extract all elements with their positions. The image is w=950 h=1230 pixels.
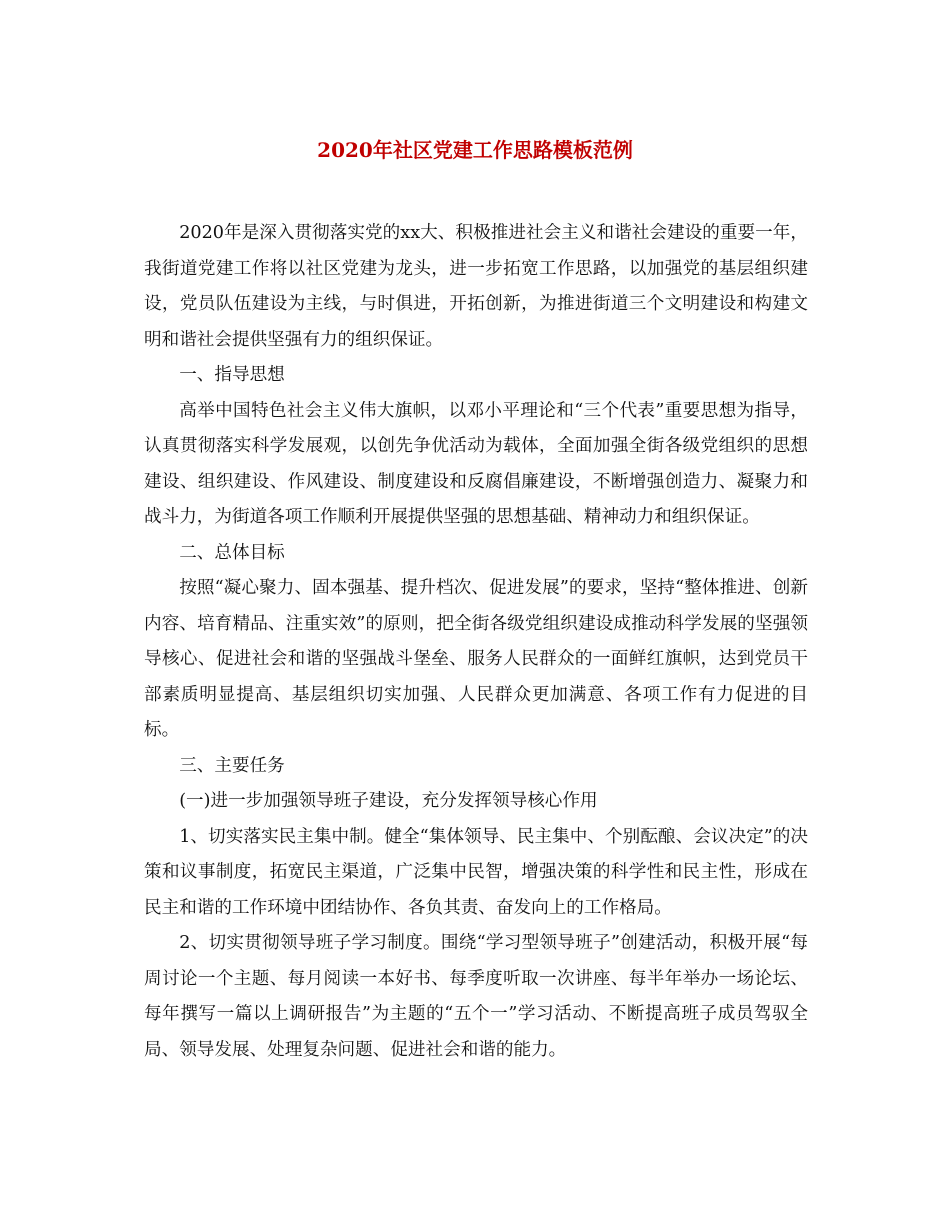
document-title: 2020年社区党建工作思路模板范例 [317,138,633,162]
paragraph-task-2: 2、切实贯彻领导班子学习制度。围绕“学习型领导班子”创建活动，积极开展“每周讨论一个主题、每月阅读一本好书、每季度听取一次讲座、每半年举办一场论坛、每年撰写一篇以上调研报告”为主题的“五个一”学习活动、不断提高班子成员驾驭全局、领导发展、处理复杂问题、促进社会和谐的能力。 [144,933,808,1060]
subsection-heading-leadership: (一)进一步加强领导班子建设，充分发挥领导核心作用 [179,791,598,811]
paragraph-overall-goal: 按照“凝心聚力、固本强基、提升档次、促进发展”的要求，坚持“整体推进、创新内容、培育精品、注重实效”的原则，把全街各级党组织建设成推动科学发展的坚强领导核心、促进社会和谐的坚强战斗堡垒、服务人民群众的一面鲜红旗帜，达到党员干部素质明显提高、基层组织切实加强、人民群众更加满意、各项工作有力促进的目标。 [144,578,808,740]
paragraph-guiding-thought: 高举中国特色社会主义伟大旗帜，以邓小平理论和“三个代表”重要思想为指导，认真贯彻落实科学发展观，以创先争优活动为载体，全面加强全街各级党组织的思想建设、组织建设、作风建设、制度建设和反腐倡廉建设，不断增强创造力、凝聚力和战斗力，为街道各项工作顺利开展提供坚强的思想基础、精神动力和组织保证。 [144,400,808,527]
paragraph-intro: 2020年是深入贯彻落实党的xx大、积极推进社会主义和谐社会建设的重要一年，我街道党建工作将以社区党建为龙头，进一步拓宽工作思路，以加强党的基层组织建设，党员队伍建设为主线，与时俱进，开拓创新，为推进街道三个文明建设和构建文明和谐社会提供坚强有力的组织保证。 [144,223,808,350]
document-body [144,216,808,1068]
section-heading-main-tasks: 三、主要任务 [179,755,285,776]
section-heading-overall-goal: 二、总体目标 [179,542,285,563]
paragraph-task-1: 1、切实落实民主集中制。健全“集体领导、民主集中、个别酝酿、会议决定”的决策和议事制度，拓宽民主渠道，广泛集中民智，增强决策的科学性和民主性，形成在民主和谐的工作环境中团结协作、各负其责、奋发向上的工作格局。 [144,826,808,918]
section-heading-guiding-thought: 一、指导思想 [179,365,285,385]
